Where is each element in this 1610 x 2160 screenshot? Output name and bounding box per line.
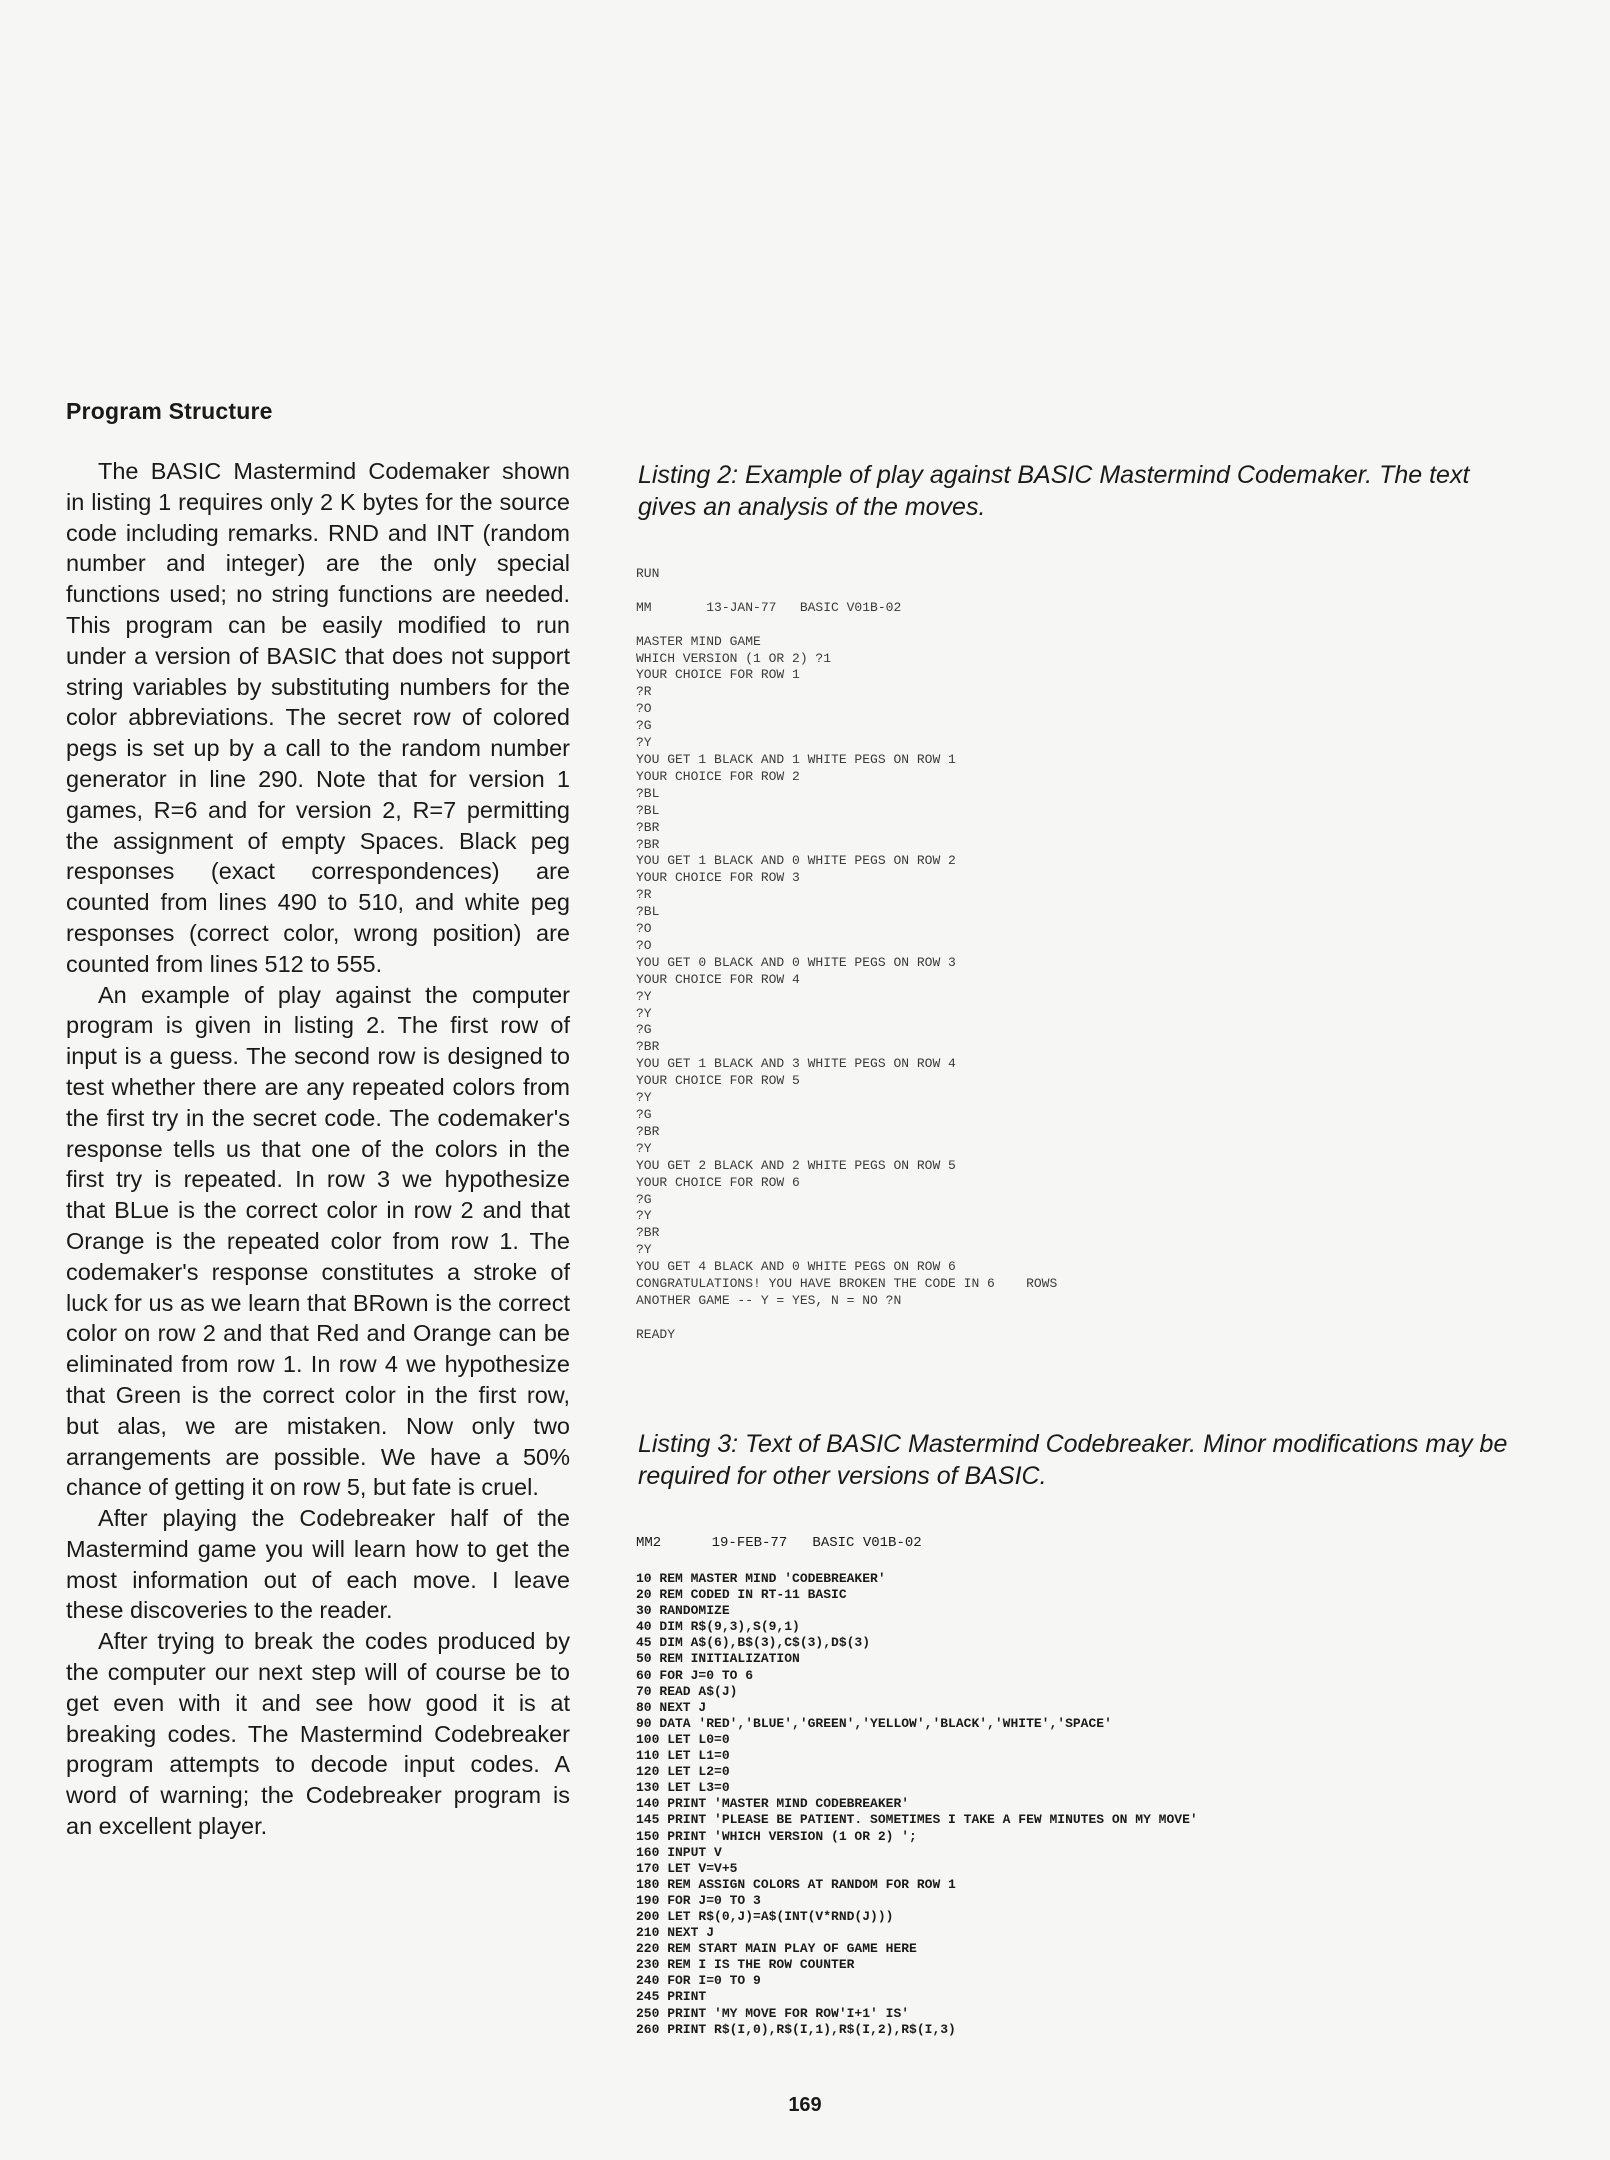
page-number: 169 [788, 2094, 822, 2116]
listing2-caption: Listing 2: Example of play against BASIC Mastermind Codemaker. The text gives an analysis of the moves. [638, 461, 1470, 521]
body-paragraph-3: After playing the Codebreaker half of the Mastermind game you will learn how to get the most information out of each move. I leave these discoveries to the reader. [66, 1505, 570, 1624]
listing3-caption: Listing 3: Text of BASIC Mastermind Codebreaker. Minor modifications may be required for other versions of BASIC. [638, 1430, 1508, 1490]
body-paragraph-1: The BASIC Mastermind Codemaker shown in listing 1 requires only 2 K bytes for the source code including remarks. RND and INT (random number and integer) are the only special functions used; no string functions are needed. This program can be easily modified to run under a version of BASIC that does not support string variables by substituting numbers for the color abbreviations. The secret row of colored pegs is set up by a call to the random number generator in line 290. Note that for version 1 games, R=6 and for version 2, R=7 permitting the assignment of empty Spaces. Black peg responses (exact correspondences) are counted from lines 490 to 510, and white peg responses (correct color, wrong position) are counted from lines 512 to 555. [66, 458, 570, 977]
listing3-code: 10 REM MASTER MIND 'CODEBREAKER' 20 REM CODED IN RT-11 BASIC 30 RANDOMIZE 40 DIM R$(9,3),S(9,1) 45 DIM A$(6),B$(3),C$(3),D$(3) 50 REM INITIALIZATION 60 FOR J=0 TO 6 70 READ A$(J) 80 NEXT J 90 DATA 'RED','BLUE','GREEN','YELLOW','BLACK','WHITE','SPACE' 100 LET L0=0 110 LET L1=0 120 LET L2=0 130 LET L3=0 140 PRINT 'MASTER MIND CODEBREAKER' 145 PRINT 'PLEASE BE PATIENT. SOMETIMES I TAKE A FEW MINUTES ON MY MOVE' 150 PRINT 'WHICH VERSION (1 OR 2) '; 160 INPUT V 170 LET V=V+5 180 REM ASSIGN COLORS AT RANDOM FOR ROW 1 190 FOR J=0 TO 3 200 LET R$(0,J)=A$(INT(V*RND(J))) 210 NEXT J 220 REM START MAIN PLAY OF GAME HERE 230 REM I IS THE ROW COUNTER 240 FOR I=0 TO 9 245 PRINT 250 PRINT 'MY MOVE FOR ROW'I+1' IS' 260 PRINT R$(I,0),R$(I,1),R$(I,2),R$(I,3) [636, 1571, 1198, 2037]
listing2-output: RUN MM 13-JAN-77 BASIC V01B-02 MASTER MIND GAME WHICH VERSION (1 OR 2) ?1 YOUR CHOICE FOR ROW 1 ?R ?O ?G ?Y YOU GET 1 BLACK AND 1 WHITE PEGS ON ROW 1 YOUR CHOICE FOR ROW 2 ?BL ?BL ?BR ?BR YOU GET 1 BLACK AND 0 WHITE PEGS ON ROW 2 YOUR CHOICE FOR ROW 3 ?R ?BL ?O ?O YOU GET 0 BLACK AND 0 WHITE PEGS ON ROW 3 YOUR CHOICE FOR ROW 4 ?Y ?Y ?G ?BR YOU GET 1 BLACK AND 3 WHITE PEGS ON ROW 4 YOUR CHOICE FOR ROW 5 ?Y ?G ?BR ?Y YOU GET 2 BLACK AND 2 WHITE PEGS ON ROW 5 YOUR CHOICE FOR ROW 6 ?G ?Y ?BR ?Y YOU GET 4 BLACK AND 0 WHITE PEGS ON ROW 6 CONGRATULATIONS! YOU HAVE BROKEN THE CODE IN 6 ROWS ANOTHER GAME -- Y = YES, N = NO ?N READY [636, 566, 1058, 1342]
section-heading: Program Structure [66, 398, 273, 424]
body-paragraph-4: After trying to break the codes produced by the computer our next step will of course be to get even with it and see how good it is at breaking codes. The Mastermind Codebreaker program attempts to decode input codes. A word of warning; the Codebreaker program is an excellent player. [66, 1628, 570, 1840]
body-paragraph-2: An example of play against the computer program is given in listing 2. The first row of input is a guess. The second row is designed to test whether there are any repeated colors from the first try in the secret code. The codemaker's response tells us that one of the colors in the first try is repeated. In row 3 we hypothesize that BLue is the correct color in row 2 and that Orange is the repeated color from row 1. The codemaker's response constitutes a stroke of luck for us as we learn that BRown is the correct color on row 2 and that Red and Orange can be eliminated from row 1. In row 4 we hypothesize that Green is the correct color in the first row, but alas, we are mistaken. Now only two arrangements are possible. We have a 50% chance of getting it on row 5, but fate is cruel. [66, 981, 570, 1501]
listing3-header: MM2 19-FEB-77 BASIC V01B-02 [636, 1535, 922, 1551]
body-text-column [66, 456, 570, 1842]
